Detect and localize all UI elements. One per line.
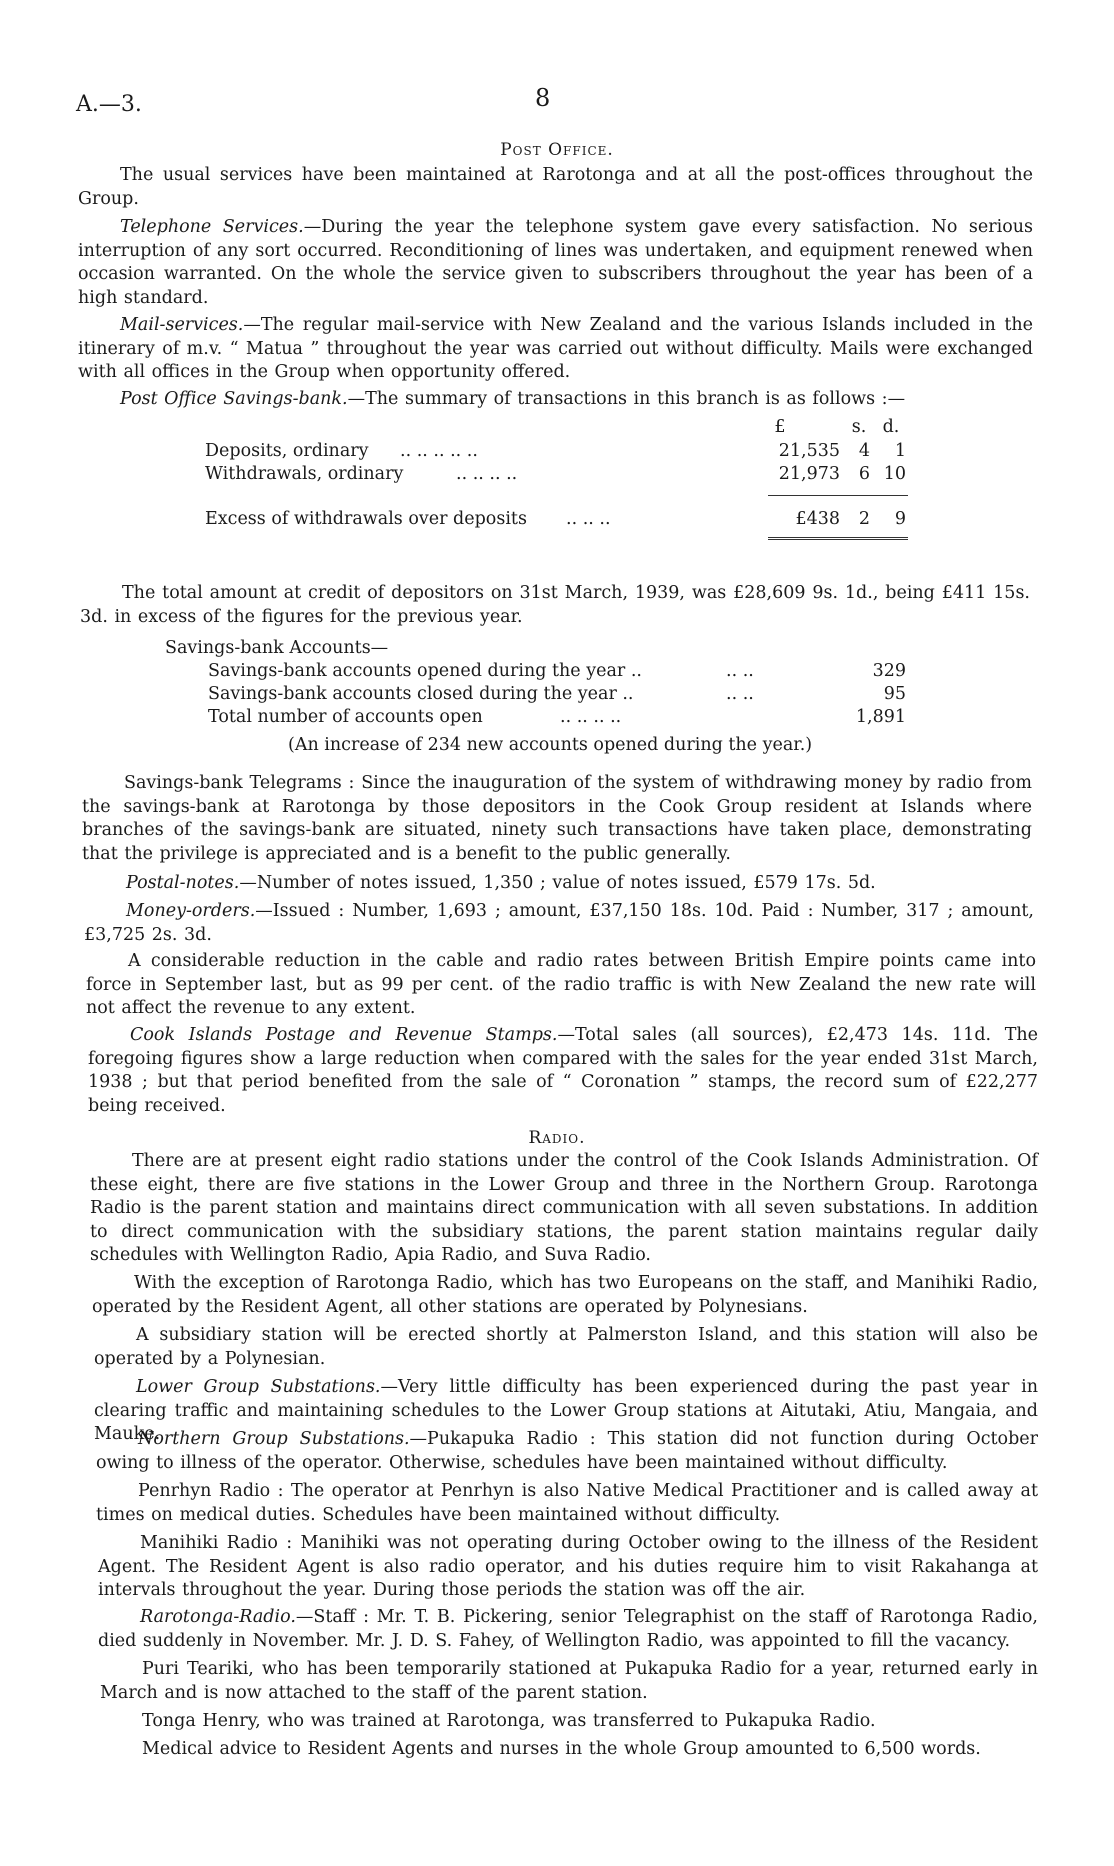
row-label: Savings-bank accounts closed during the year .. bbox=[208, 684, 634, 704]
total-pounds: £438 bbox=[795, 509, 840, 529]
row-value: 1,891 bbox=[855, 707, 906, 727]
postal-notes-label: Postal-notes. bbox=[126, 873, 240, 893]
lower-group-text: —Very little difficulty has been experienced during the past year in clearing traffic and maintaining schedules to the Lower Group stations at Aitutaki, Atiu, Mangaia, and Mauke. bbox=[94, 1377, 1038, 1444]
penrhyn-text: Penrhyn Radio : The operator at Penrhyn is also Native Medical Practitioner and is called away at times on medical duties. Schedules have been maintained without difficulty. bbox=[96, 1481, 1038, 1525]
puri-teariki-text: Puri Teariki, who has been temporarily stationed at Pukapuka Radio for a year, returned early in March and is now attached to the staff of the parent station. bbox=[100, 1659, 1038, 1703]
row-value: 95 bbox=[883, 684, 906, 704]
row-pounds: 21,535 bbox=[778, 441, 840, 461]
palmerston-paragraph bbox=[94, 1324, 1038, 1371]
northern-group-text: —Pukapuka Radio : This station did not function during October owing to illness of the operator. Otherwise, schedules have been maintained without difficulty. bbox=[96, 1429, 1038, 1473]
total-shillings: 2 bbox=[858, 509, 870, 529]
post-office-heading: Post Office. bbox=[500, 140, 614, 160]
column-header-pence: d. bbox=[882, 417, 900, 437]
radio-staff-text: With the exception of Rarotonga Radio, which has two Europeans on the staff, and Manihiki Radio, operated by the Resident Agent, all other stations are operated by Polynesians. bbox=[92, 1273, 1038, 1317]
stamps-text: —Total sales (all sources), £2,473 14s. 11d. The foregoing figures show a large reduction when compared with the sales for the year ended 31st March, 1938 ; but that period benefited from the sale of “ Coronation ” stamps, the record sum of £22,277 being received. bbox=[88, 1025, 1038, 1116]
manihiki-text: Manihiki Radio : Manihiki was not operating during October owing to the illness of the Resident Agent. The Resident Agent is also radio operator, and his duties require him to visit Rakahanga at intervals throughout the year. During those periods the station was off the air. bbox=[98, 1533, 1038, 1600]
radio-intro-text: There are at present eight radio stations under the control of the Cook Islands Administration. Of these eight, there are five stations in the Lower Group and three in the Northern Group. Rarotonga Radio is the parent station and maintains direct communication with all seven substations. In addition to direct communication with the subsidiary stations, the parent station maintains regular daily schedules with Wellington Radio, Apia Radio, and Suva Radio. bbox=[90, 1151, 1038, 1265]
radio-heading: Radio. bbox=[528, 1128, 586, 1148]
money-orders-label: Money-orders. bbox=[126, 901, 256, 921]
lower-group-label: Lower Group Substations. bbox=[136, 1377, 381, 1397]
row-leaders: .. .. bbox=[726, 661, 754, 681]
mail-services-label: Mail-services. bbox=[120, 315, 244, 335]
row-leaders: .. .. bbox=[726, 684, 754, 704]
row-pence: 10 bbox=[883, 464, 906, 484]
rarotonga-radio-paragraph bbox=[98, 1606, 1038, 1653]
row-value: 329 bbox=[872, 661, 906, 681]
telephone-services-text: —During the year the telephone system gave every satisfaction. No serious interruption of any sort occurred. Reconditioning of lines was undertaken, and equipment renewed when occasion warranted. On the whole the service given to subscribers throughout the year has been of a high standard. bbox=[78, 217, 1033, 308]
row-leaders: .. .. .. .. bbox=[456, 464, 518, 484]
row-pounds: 21,973 bbox=[778, 464, 840, 484]
row-leaders: .. .. .. .. .. bbox=[400, 441, 478, 461]
total-leaders: .. .. .. bbox=[566, 509, 611, 529]
radio-staff-paragraph bbox=[92, 1272, 1038, 1319]
penrhyn-paragraph bbox=[96, 1480, 1038, 1527]
tonga-henry-text: Tonga Henry, who was trained at Rarotonga, was transferred to Pukapuka Radio. bbox=[142, 1711, 876, 1731]
manihiki-paragraph bbox=[98, 1532, 1038, 1603]
cable-rates-text: A considerable reduction in the cable and radio rates between British Empire points came into force in September last, but as 99 per cent. of the radio traffic is with New Zealand the new rate will not affect the revenue to any extent. bbox=[86, 951, 1036, 1018]
savings-bank-label: Post Office Savings-bank. bbox=[120, 389, 348, 409]
post-office-intro-text: The usual services have been maintained at Rarotonga and at all the post-offices throughout the Group. bbox=[78, 165, 1033, 209]
column-header-shillings: s. bbox=[851, 417, 867, 437]
northern-group-label: Northern Group Substations. bbox=[138, 1429, 410, 1449]
document-reference: A.—3. bbox=[76, 92, 142, 117]
tonga-henry-paragraph bbox=[100, 1710, 1038, 1734]
telegrams-paragraph bbox=[82, 772, 1032, 866]
money-orders-text: —Issued : Number, 1,693 ; amount, £37,150 18s. 10d. Paid : Number, 317 ; amount, £3,725 2s. 3d. bbox=[84, 901, 1034, 945]
column-header-pounds: £ bbox=[774, 417, 786, 437]
accounts-title: Savings-bank Accounts— bbox=[165, 638, 389, 658]
credit-text: The total amount at credit of depositors on 31st March, 1939, was £28,609 9s. 1d., being £411 15s. 3d. in excess of the figures for the previous year. bbox=[80, 583, 1030, 627]
row-shillings: 6 bbox=[858, 464, 870, 484]
northern-group-paragraph bbox=[96, 1428, 1038, 1475]
total-label: Excess of withdrawals over deposits bbox=[205, 509, 527, 529]
savings-bank-text: —The summary of transactions in this branch is as follows :— bbox=[347, 389, 906, 409]
money-orders-paragraph bbox=[84, 900, 1034, 947]
row-shillings: 4 bbox=[858, 441, 870, 461]
postal-notes-text: —Number of notes issued, 1,350 ; value of notes issued, £579 17s. 5d. bbox=[239, 873, 876, 893]
page-number: 8 bbox=[535, 84, 551, 112]
row-label: Total number of accounts open bbox=[208, 707, 483, 727]
telephone-services-label: Telephone Services. bbox=[120, 217, 304, 237]
medical-advice-paragraph bbox=[100, 1738, 1038, 1762]
palmerston-text: A subsidiary station will be erected shortly at Palmerston Island, and this station will also be operated by a Polynesian. bbox=[94, 1325, 1038, 1369]
accounts-note: (An increase of 234 new accounts opened during the year.) bbox=[288, 735, 813, 755]
medical-advice-text: Medical advice to Resident Agents and nurses in the whole Group amounted to 6,500 words. bbox=[142, 1739, 981, 1759]
cable-rates-paragraph bbox=[86, 950, 1036, 1021]
row-label: Savings-bank accounts opened during the year .. bbox=[208, 661, 642, 681]
stamps-label: Cook Islands Postage and Revenue Stamps. bbox=[130, 1025, 558, 1045]
radio-intro-paragraph bbox=[90, 1150, 1038, 1268]
total-pence: 9 bbox=[894, 509, 906, 529]
telegrams-text: Savings-bank Telegrams : Since the inauguration of the system of withdrawing money by radio from the savings-bank at Rarotonga by those depositors in the Cook Group resident at Islands where branches of the savings-bank are situated, ninety such transactions have taken place, demonstrating that the privilege is appreciated and is a benefit to the public generally. bbox=[82, 773, 1032, 864]
row-label: Withdrawals, ordinary bbox=[205, 464, 404, 484]
puri-teariki-paragraph bbox=[100, 1658, 1038, 1705]
row-leaders: .. .. .. .. bbox=[560, 707, 622, 727]
row-label: Deposits, ordinary bbox=[205, 441, 369, 461]
postal-notes-paragraph bbox=[84, 872, 1034, 896]
mail-services-text: —The regular mail-service with New Zealand and the various Islands included in the itinerary of m.v. “ Matua ” throughout the year was carried out without difficulty. Mails were exchanged with all offices in the Group when opportunity offered. bbox=[78, 315, 1033, 382]
stamps-paragraph bbox=[88, 1024, 1038, 1118]
rarotonga-radio-label: Rarotonga-Radio. bbox=[140, 1607, 296, 1627]
row-pence: 1 bbox=[894, 441, 906, 461]
rarotonga-radio-text: —Staff : Mr. T. B. Pickering, senior Telegraphist on the staff of Rarotonga Radio, died suddenly in November. Mr. J. D. S. Fahey, of Wellington Radio, was appointed to fill the vacancy. bbox=[98, 1607, 1038, 1651]
